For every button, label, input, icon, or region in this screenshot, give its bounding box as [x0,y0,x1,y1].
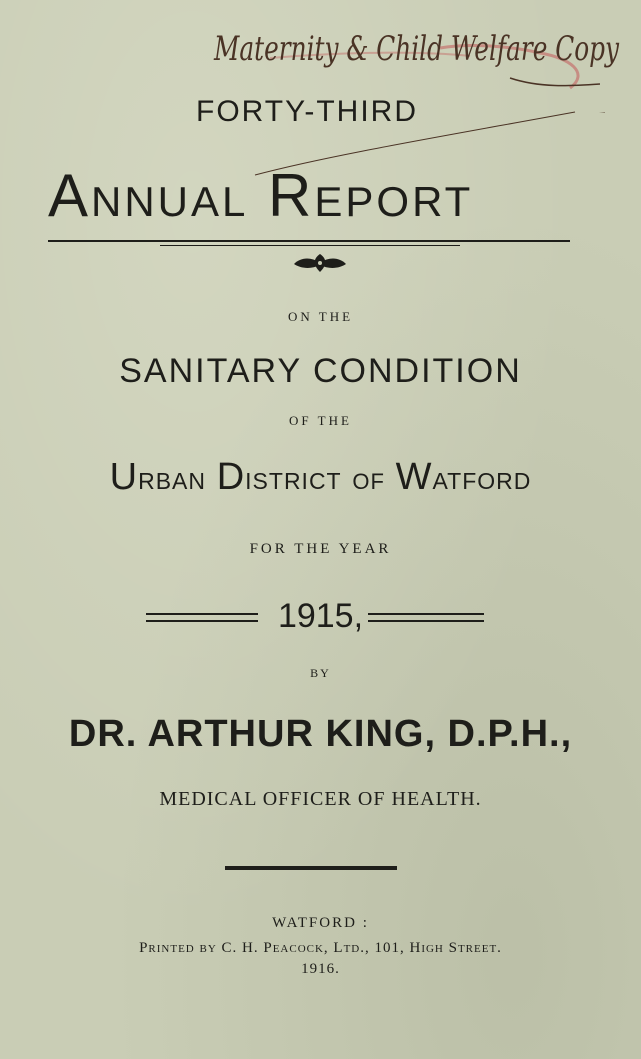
year-rule-right-bottom [368,620,484,622]
imprint-year: 1916. [301,961,340,977]
author-name: DR. ARTHUR KING, D.P.H., [68,713,573,755]
imprint-printer: Printed by C. H. Peacock, Ltd., 101, High Street. [139,940,502,956]
year-rule-right-top [368,613,484,615]
edition-number: FORTY-THIRD [196,95,419,128]
imprint-place: WATFORD : [272,915,369,931]
floral-ornament [290,250,350,276]
district-heading: URBAN DISTRICT OF WATFORD [109,456,532,498]
for-the-year-label: FOR THE YEAR [249,541,392,557]
author-position: MEDICAL OFFICER OF HEALTH. [159,788,482,810]
report-year: 1915, [277,597,364,635]
on-the-label: ON THE [287,309,354,324]
title-rule-bottom [160,245,460,246]
subject-heading: SANITARY CONDITION [119,352,522,390]
by-label: BY [310,666,331,680]
imprint-rule [225,866,397,870]
title-rule-top [48,240,570,242]
of-the-label: OF THE [289,413,352,428]
report-title: Annual Report [48,162,474,229]
handwritten-note-text: Maternity & Child Welfare Copy [213,29,620,69]
